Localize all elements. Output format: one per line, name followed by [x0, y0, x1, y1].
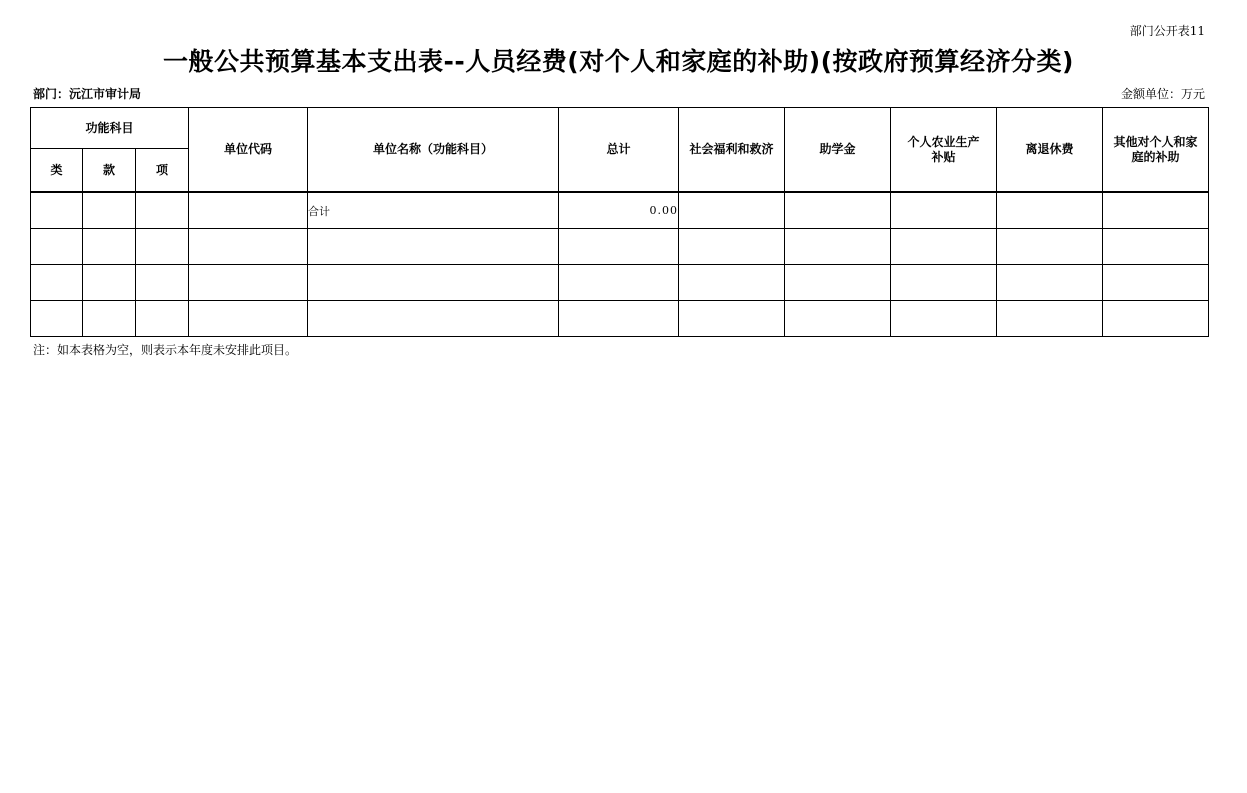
cell-social-welfare [679, 192, 785, 229]
cell-item [136, 229, 189, 265]
cell-item [136, 265, 189, 301]
cell-retirement [997, 192, 1103, 229]
cell-social-welfare [679, 265, 785, 301]
cell-other-subsidy [1103, 301, 1209, 337]
cell-other-subsidy [1103, 265, 1209, 301]
cell-class [31, 265, 83, 301]
header-row-1 [31, 108, 1209, 149]
header-retirement: 离退休费 [997, 108, 1103, 193]
header-function-subject: 功能科目 [31, 108, 189, 149]
budget-table [30, 107, 1209, 337]
cell-total [559, 229, 679, 265]
cell-section [83, 229, 136, 265]
header-student-aid: 助学金 [785, 108, 891, 193]
table-row [31, 192, 1209, 229]
header-agri-subsidy: 个人农业生产补贴 [891, 108, 997, 193]
cell-unit-name [308, 229, 559, 265]
cell-class [31, 229, 83, 265]
cell-student-aid [785, 192, 891, 229]
cell-agri-subsidy [891, 229, 997, 265]
cell-total: 0.00 [559, 192, 679, 229]
footnote: 注：如本表格为空，则表示本年度未安排此项目。 [33, 343, 298, 357]
header-other-subsidy: 其他对个人和家庭的补助 [1103, 108, 1209, 193]
table-row [31, 229, 1209, 265]
cell-student-aid [785, 301, 891, 337]
header-social-welfare: 社会福利和救济 [679, 108, 785, 193]
cell-unit-name [308, 265, 559, 301]
cell-unit-name [308, 301, 559, 337]
cell-retirement [997, 229, 1103, 265]
cell-section [83, 192, 136, 229]
cell-class [31, 301, 83, 337]
cell-agri-subsidy [891, 265, 997, 301]
cell-total [559, 301, 679, 337]
header-item: 项 [136, 149, 189, 193]
cell-retirement [997, 265, 1103, 301]
cell-student-aid [785, 265, 891, 301]
cell-social-welfare [679, 301, 785, 337]
header-class: 类 [31, 149, 83, 193]
table-row [31, 265, 1209, 301]
cell-agri-subsidy [891, 301, 997, 337]
cell-unit-code [189, 301, 308, 337]
header-unit-name: 单位名称（功能科目） [308, 108, 559, 193]
cell-student-aid [785, 229, 891, 265]
cell-other-subsidy [1103, 192, 1209, 229]
cell-retirement [997, 301, 1103, 337]
header-section: 款 [83, 149, 136, 193]
cell-section [83, 301, 136, 337]
header-unit-code: 单位代码 [189, 108, 308, 193]
cell-agri-subsidy [891, 192, 997, 229]
cell-item [136, 192, 189, 229]
cell-total [559, 265, 679, 301]
cell-unit-code [189, 265, 308, 301]
cell-section [83, 265, 136, 301]
table-row [31, 301, 1209, 337]
department-label: 部门：沅江市审计局 [33, 87, 142, 101]
cell-unit-code [189, 192, 308, 229]
cell-item [136, 301, 189, 337]
cell-class [31, 192, 83, 229]
header-total: 总计 [559, 108, 679, 193]
cell-social-welfare [679, 229, 785, 265]
page-title: 一般公共预算基本支出表--人员经费(对个人和家庭的补助)(按政府预算经济分类) [163, 47, 1074, 76]
cell-unit-name: 合计 [308, 192, 559, 229]
cell-other-subsidy [1103, 229, 1209, 265]
form-number: 部门公开表11 [1129, 24, 1205, 38]
cell-unit-code [189, 229, 308, 265]
amount-unit-label: 金额单位：万元 [1120, 87, 1205, 101]
